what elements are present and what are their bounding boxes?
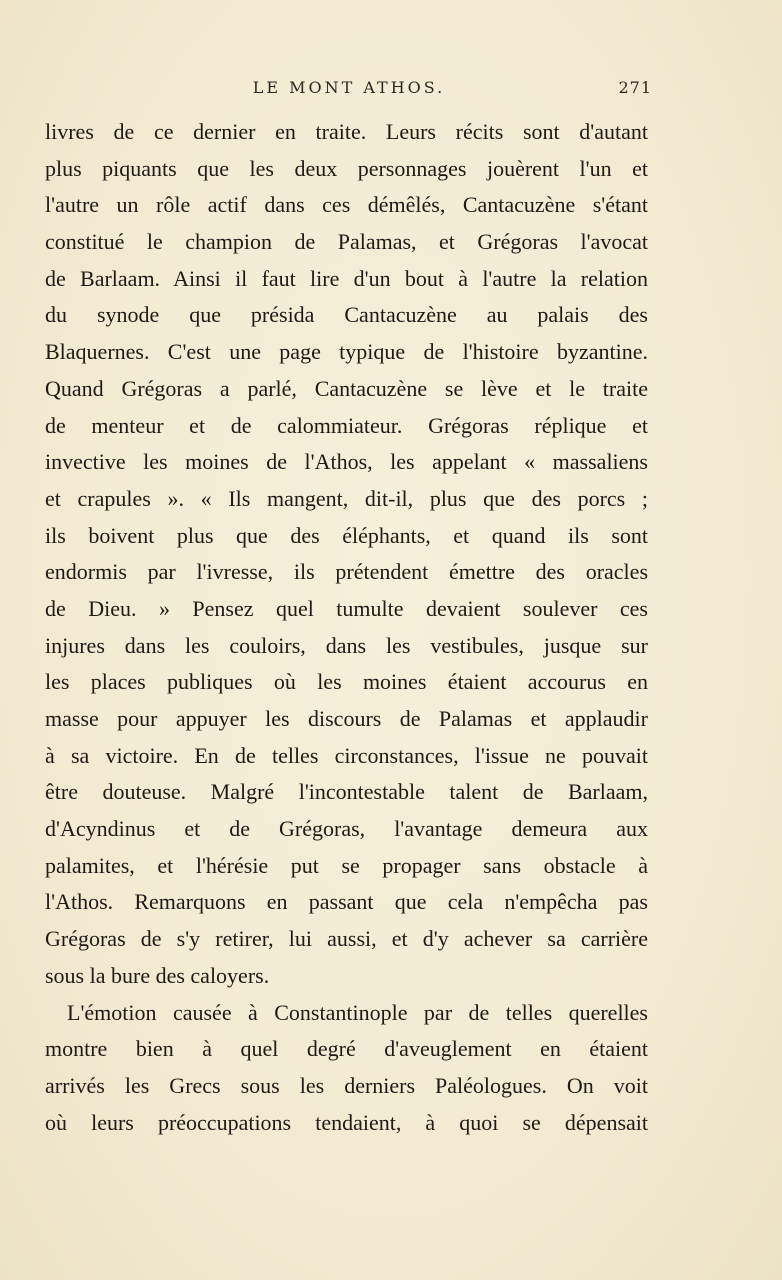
text-line: endormis par l'ivresse, ils prétendent émettre des oracles (45, 559, 648, 585)
text-line: masse pour appuyer les discours de Palamas et applaudir (45, 706, 648, 731)
page-number: 271 (618, 78, 652, 97)
running-head (46, 76, 652, 100)
text-line: Blaquernes. C'est une page typique de l'histoire byzantine. (45, 339, 648, 365)
text-line: sous la bure des caloyers. (45, 962, 270, 988)
text-line: où leurs préoccupations tendaient, à quoi se dépensait (45, 1109, 648, 1135)
text-line: l'autre un rôle actif dans ces démêlés, Cantacuzène s'étant (45, 192, 648, 218)
text-line: d'Acyndinus et de Grégoras, l'avantage demeura aux (45, 816, 648, 842)
text-line: être douteuse. Malgré l'incontestable talent de Barlaam, (45, 779, 648, 805)
text-line: montre bien à quel degré d'aveuglement en étaient (45, 1036, 648, 1062)
paragraph (45, 995, 648, 1142)
paragraph (45, 114, 648, 995)
text-line: de menteur et de calommiateur. Grégoras réplique et (45, 412, 648, 438)
text-line: invective les moines de l'Athos, les appelant « massaliens (45, 449, 648, 475)
text-line: ils boivent plus que des éléphants, et quand ils sont (45, 522, 648, 548)
running-title: LE MONT ATHOS. (252, 78, 446, 97)
text-line: plus piquants que les deux personnages jouèrent l'un et (45, 155, 648, 181)
body-text (45, 114, 648, 1141)
text-line: de Dieu. » Pensez quel tumulte devaient soulever ces (45, 595, 648, 621)
text-line: les places publiques où les moines étaient accourus en (45, 669, 648, 695)
text-line: arrivés les Grecs sous les derniers Paléologues. On voit (45, 1072, 648, 1098)
text-line: de Barlaam. Ainsi il faut lire d'un bout à l'autre la relation (45, 265, 648, 291)
text-line: du synode que présida Cantacuzène au palais des (45, 302, 648, 328)
text-line: palamites, et l'hérésie put se propager sans obstacle à (45, 852, 648, 878)
text-line: l'Athos. Remarquons en passant que cela n'empêcha pas (45, 889, 648, 915)
text-line: à sa victoire. En de telles circonstances, l'issue ne pouvait (45, 742, 648, 768)
text-line: Quand Grégoras a parlé, Cantacuzène se lève et le traite (45, 375, 648, 401)
text-line: constitué le champion de Palamas, et Grégoras l'avocat (45, 229, 648, 255)
text-line: L'émotion causée à Constantinople par de telles querelles (67, 999, 648, 1025)
text-line: et crapules ». « Ils mangent, dit-il, plus que des porcs ; (45, 485, 648, 511)
text-line: injures dans les couloirs, dans les vestibules, jusque sur (45, 632, 648, 658)
text-line: livres de ce dernier en traite. Leurs récits sont d'autant (45, 119, 648, 144)
text-line: Grégoras de s'y retirer, lui aussi, et d'y achever sa carrière (45, 926, 648, 952)
